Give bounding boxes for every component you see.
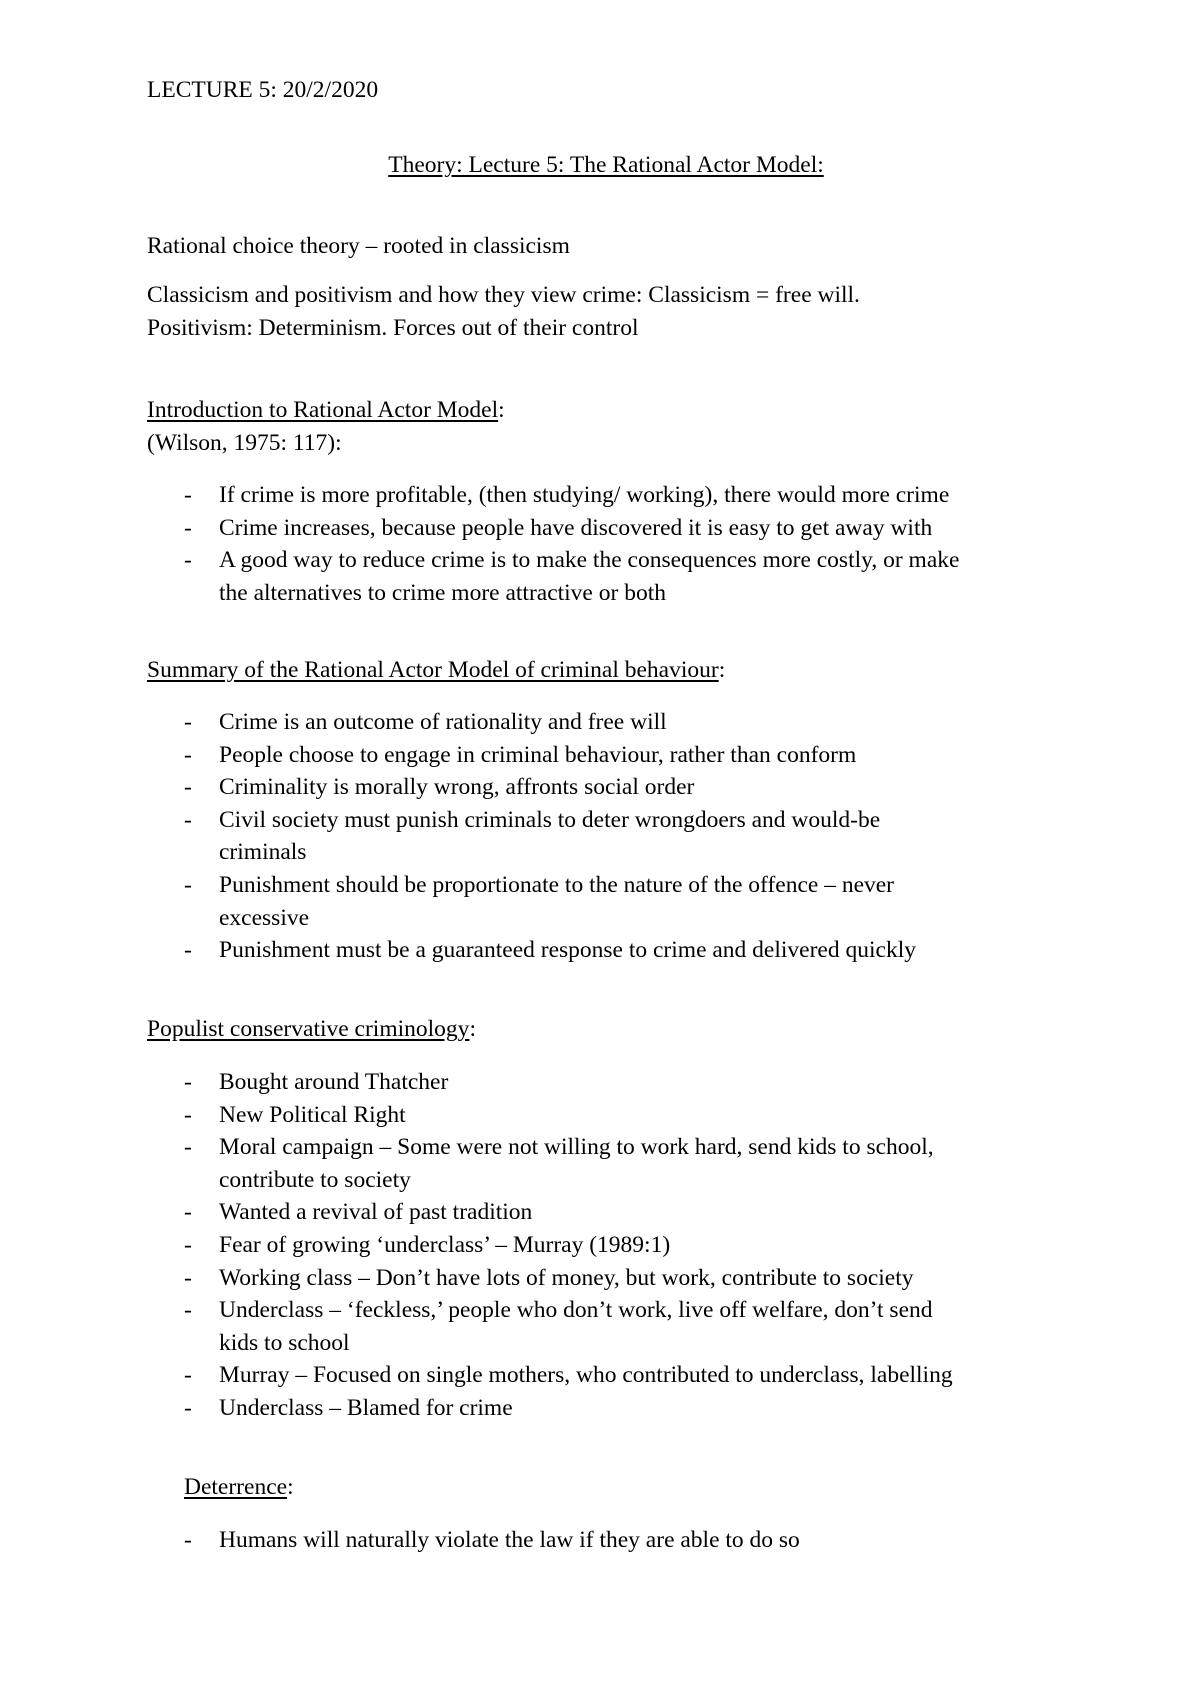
list-item-text: Underclass – ‘feckless,’ people who don’t work, live off welfare, don’t send	[219, 1297, 933, 1324]
bullet-dash: -	[184, 709, 192, 735]
list-item	[184, 1392, 953, 1425]
heading-text: Summary of the Rational Actor Model of criminal behaviour	[147, 657, 719, 683]
heading-colon: :	[718, 657, 726, 683]
list-item	[184, 869, 916, 902]
bullet-dash: -	[184, 937, 192, 964]
list-item-text: Punishment should be proportionate to the nature of the offence – never	[219, 871, 895, 898]
bullet-dash: -	[184, 1264, 192, 1291]
section-heading-deterrence	[184, 1476, 294, 1500]
list-item-text: Murray – Focused on single mothers, who contributed to underclass, labelling	[219, 1362, 953, 1389]
list-item-text: kids to school	[219, 1329, 350, 1356]
list-item-text: Criminality is morally wrong, affronts social order	[219, 774, 695, 801]
list-item	[184, 544, 959, 577]
list-item	[184, 1131, 953, 1164]
intro-line: Classicism and positivism and how they view crime: Classicism = free will.	[147, 282, 860, 308]
list-item-text: A good way to reduce crime is to make the consequences more costly, or make	[219, 547, 960, 574]
bullet-dash: -	[184, 806, 192, 833]
list-item	[184, 1294, 953, 1327]
bullet-dash: -	[184, 1231, 192, 1258]
list-item-text: Working class – Don’t have lots of money, but work, contribute to society	[219, 1264, 914, 1291]
list-item-continuation	[184, 1164, 953, 1197]
list-item	[184, 1196, 953, 1229]
list-item	[184, 706, 916, 739]
heading-text: Introduction to Rational Actor Model	[147, 397, 499, 423]
list-item-text: Underclass – Blamed for crime	[219, 1394, 513, 1421]
list-item-text: New Political Right	[219, 1101, 406, 1128]
lecture-date: LECTURE 5: 20/2/2020	[147, 77, 379, 103]
list-item	[184, 1099, 953, 1132]
heading-colon: :	[287, 1474, 294, 1500]
list-item-text: Punishment must be a guaranteed response to crime and delivered quickly	[219, 937, 916, 964]
list-item-text: Crime is an outcome of rationality and free will	[219, 709, 667, 735]
list-item-text: criminals	[219, 839, 307, 866]
list-item	[184, 934, 916, 967]
section-heading-introduction	[147, 399, 505, 423]
list-item-text: Moral campaign – Some were not willing to work hard, send kids to school,	[219, 1134, 934, 1161]
list-item-text: If crime is more profitable, (then studying/ working), there would more crime	[219, 482, 950, 508]
list-item-text: Fear of growing ‘underclass’ – Murray (1989:1)	[219, 1231, 671, 1258]
list-item	[184, 1262, 953, 1295]
list-item	[184, 804, 916, 837]
bullet-list-deterrence	[184, 1524, 800, 1557]
bullet-dash: -	[184, 871, 192, 898]
bullet-dash: -	[184, 741, 192, 768]
heading-colon: :	[498, 397, 505, 423]
list-item-continuation	[184, 836, 916, 869]
heading-text: Populist conservative criminology	[147, 1016, 470, 1042]
section-heading-summary	[147, 659, 725, 683]
bullet-dash: -	[184, 1069, 192, 1095]
intro-line: Positivism: Determinism. Forces out of their control	[147, 315, 639, 341]
bullet-dash: -	[184, 1527, 192, 1553]
bullet-dash: -	[184, 1394, 192, 1421]
list-item-text: Crime increases, because people have discovered it is easy to get away with	[219, 514, 933, 541]
list-item	[184, 512, 959, 545]
bullet-dash: -	[184, 482, 192, 508]
bullet-list-summary	[184, 706, 916, 967]
list-item	[184, 1359, 953, 1392]
bullet-dash: -	[184, 774, 192, 801]
list-item-text: Civil society must punish criminals to deter wrongdoers and would-be	[219, 806, 881, 833]
list-item	[184, 1524, 800, 1557]
bullet-dash: -	[184, 1297, 192, 1324]
list-item-continuation	[184, 577, 959, 610]
list-item-text: Bought around Thatcher	[219, 1069, 449, 1095]
bullet-list-introduction	[184, 479, 959, 609]
list-item	[184, 771, 916, 804]
bullet-dash: -	[184, 1101, 192, 1128]
heading-text: Deterrence	[184, 1474, 288, 1500]
page-title: Theory: Lecture 5: The Rational Actor Model:	[388, 152, 824, 178]
list-item-text: contribute to society	[219, 1166, 411, 1193]
intro-line: Rational choice theory – rooted in classicism	[147, 233, 570, 259]
list-item-text: Wanted a revival of past tradition	[219, 1199, 533, 1226]
list-item-text: Humans will naturally violate the law if they are able to do so	[219, 1527, 800, 1553]
list-item-continuation	[184, 902, 916, 935]
bullet-dash: -	[184, 1362, 192, 1389]
list-item-continuation	[184, 1327, 953, 1360]
bullet-dash: -	[184, 1199, 192, 1226]
bullet-list-populist	[184, 1066, 953, 1425]
list-item	[184, 1229, 953, 1262]
bullet-dash: -	[184, 547, 192, 574]
heading-colon: :	[469, 1016, 476, 1042]
bullet-dash: -	[184, 514, 192, 541]
list-item-text: People choose to engage in criminal behaviour, rather than conform	[219, 741, 857, 768]
list-item	[184, 739, 916, 772]
list-item-text: excessive	[219, 904, 310, 931]
list-item	[184, 1066, 953, 1099]
bullet-dash: -	[184, 1134, 192, 1161]
list-item	[184, 479, 959, 512]
section-heading-populist	[147, 1018, 476, 1042]
citation: (Wilson, 1975: 117):	[147, 430, 342, 456]
list-item-text: the alternatives to crime more attractive or both	[219, 579, 666, 606]
